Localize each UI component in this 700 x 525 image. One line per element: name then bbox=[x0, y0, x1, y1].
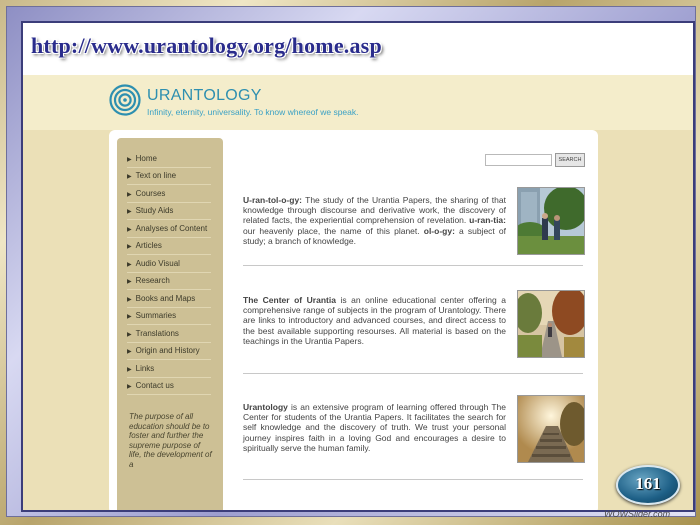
arrow-right-icon: ▶ bbox=[127, 366, 132, 373]
search-input[interactable] bbox=[485, 154, 552, 166]
nav-item-courses[interactable] bbox=[127, 185, 211, 203]
nav-item-audio-visual[interactable] bbox=[127, 255, 211, 273]
arrow-right-icon: ▶ bbox=[127, 331, 132, 338]
urantology-logo-icon bbox=[109, 84, 141, 116]
article-lead: U-ran-tol-o-gy: bbox=[243, 195, 303, 205]
divider bbox=[243, 265, 583, 266]
arrow-right-icon: ▶ bbox=[127, 226, 132, 233]
arrow-right-icon: ▶ bbox=[127, 349, 132, 355]
arrow-right-icon: ▶ bbox=[127, 261, 132, 268]
nav-item-label: Articles bbox=[135, 241, 162, 250]
article-urantology-program bbox=[243, 402, 583, 453]
arrow-right-icon: ▶ bbox=[127, 191, 132, 198]
article-body: our heavenly place, the name of this planet. bbox=[243, 225, 420, 236]
sidebar-quote: The purpose of all education should be to foster and further the supreme purpose of life, the development of a bbox=[129, 412, 212, 469]
photo-path-walkers bbox=[517, 290, 585, 358]
nav-item-label: Translations bbox=[135, 328, 179, 338]
nav-item-books-and-maps[interactable] bbox=[127, 290, 211, 308]
article-urantology-definition bbox=[243, 195, 583, 246]
url-title: http://www.urantology.org/home.asp bbox=[31, 33, 382, 58]
arrow-right-icon: ▶ bbox=[127, 209, 132, 215]
article-lead: u-ran-tia: bbox=[469, 215, 506, 226]
nav-item-links[interactable] bbox=[127, 360, 211, 378]
nav-item-label: Audio Visual bbox=[135, 258, 180, 268]
nav-item-label: Origin and History bbox=[135, 346, 200, 355]
divider bbox=[243, 479, 583, 480]
photo-people-outdoors bbox=[517, 187, 585, 255]
nav-item-label: Links bbox=[135, 363, 155, 373]
slide-number: 161 bbox=[635, 474, 661, 493]
article-body: is an online educational center offering a comprehensive range of subjects in the program of Urantology. There are links to introductory and advanced courses, and direct access to the best available supporting resourses. All material is based on the teachings in the Urantia Papers. bbox=[243, 295, 506, 346]
slide-number-badge bbox=[616, 465, 680, 505]
arrow-right-icon: ▶ bbox=[127, 244, 132, 250]
nav-item-label: Study Aids bbox=[135, 206, 174, 215]
arrow-right-icon: ▶ bbox=[127, 384, 132, 390]
nav-item-analyses-of-content[interactable] bbox=[127, 220, 211, 238]
article-text bbox=[243, 295, 506, 346]
article-body: is an extensive program of learning offered through The Center for students of the Urantia Papers. It facilitates the search for self knowledge and the discovery of truth. We trust your personal journey inspires faith in a loving God and encourages a desire to spiritually serve the human family. bbox=[243, 402, 506, 453]
nav-item-origin-and-history[interactable] bbox=[127, 343, 211, 361]
slide-content bbox=[21, 21, 695, 512]
arrow-right-icon: ▶ bbox=[127, 296, 132, 303]
article-lead: ol-o-gy: bbox=[423, 225, 455, 236]
watermark: WOWSlider.com bbox=[604, 509, 671, 519]
article-body: The study of the Urantia Papers, the sharing of that knowledge through discourse and derivative work, the discovery of related facts, the experiential comprehension of revelation. bbox=[243, 195, 506, 226]
nav-item-label: Home bbox=[135, 153, 157, 163]
nav-item-label: Text on line bbox=[135, 171, 177, 180]
search-button[interactable]: SEARCH bbox=[555, 153, 585, 167]
site-brand[interactable]: URANTOLOGY bbox=[147, 87, 262, 104]
arrow-right-icon: ▶ bbox=[127, 174, 132, 180]
nav-item-articles[interactable] bbox=[127, 238, 211, 256]
arrow-right-icon: ▶ bbox=[127, 156, 132, 163]
nav-item-label: Courses bbox=[135, 188, 166, 198]
site-header bbox=[23, 75, 693, 130]
sidebar-nav bbox=[117, 150, 223, 395]
article-body: a subject of study; a branch of knowledge. bbox=[243, 225, 506, 246]
site-tagline: Infinity, eternity, universality. To know whereof we speak. bbox=[147, 107, 359, 117]
article-text bbox=[243, 402, 506, 453]
slide-frame bbox=[6, 6, 696, 517]
article-lead: Urantology bbox=[243, 402, 288, 412]
nav-item-summaries[interactable] bbox=[127, 308, 211, 326]
nav-item-label: Summaries bbox=[135, 311, 177, 320]
sidebar bbox=[117, 138, 223, 512]
nav-item-home[interactable] bbox=[127, 150, 211, 168]
nav-item-label: Analyses of Content bbox=[135, 223, 208, 233]
photo-stairs-to-light bbox=[517, 395, 585, 463]
arrow-right-icon: ▶ bbox=[127, 279, 132, 285]
article-text bbox=[243, 195, 506, 246]
nav-item-label: Research bbox=[135, 276, 170, 285]
nav-item-study-aids[interactable] bbox=[127, 203, 211, 221]
article-center-of-urantia bbox=[243, 295, 583, 346]
nav-item-label: Contact us bbox=[135, 381, 174, 390]
nav-item-label: Books and Maps bbox=[135, 293, 196, 303]
divider bbox=[243, 373, 583, 374]
main-content bbox=[109, 130, 598, 512]
nav-item-text-on-line[interactable] bbox=[127, 168, 211, 186]
article-lead: The Center of Urantia bbox=[243, 295, 336, 305]
arrow-right-icon: ▶ bbox=[127, 314, 132, 320]
nav-item-translations[interactable] bbox=[127, 325, 211, 343]
nav-item-research[interactable] bbox=[127, 273, 211, 291]
nav-item-contact-us[interactable] bbox=[127, 378, 211, 396]
